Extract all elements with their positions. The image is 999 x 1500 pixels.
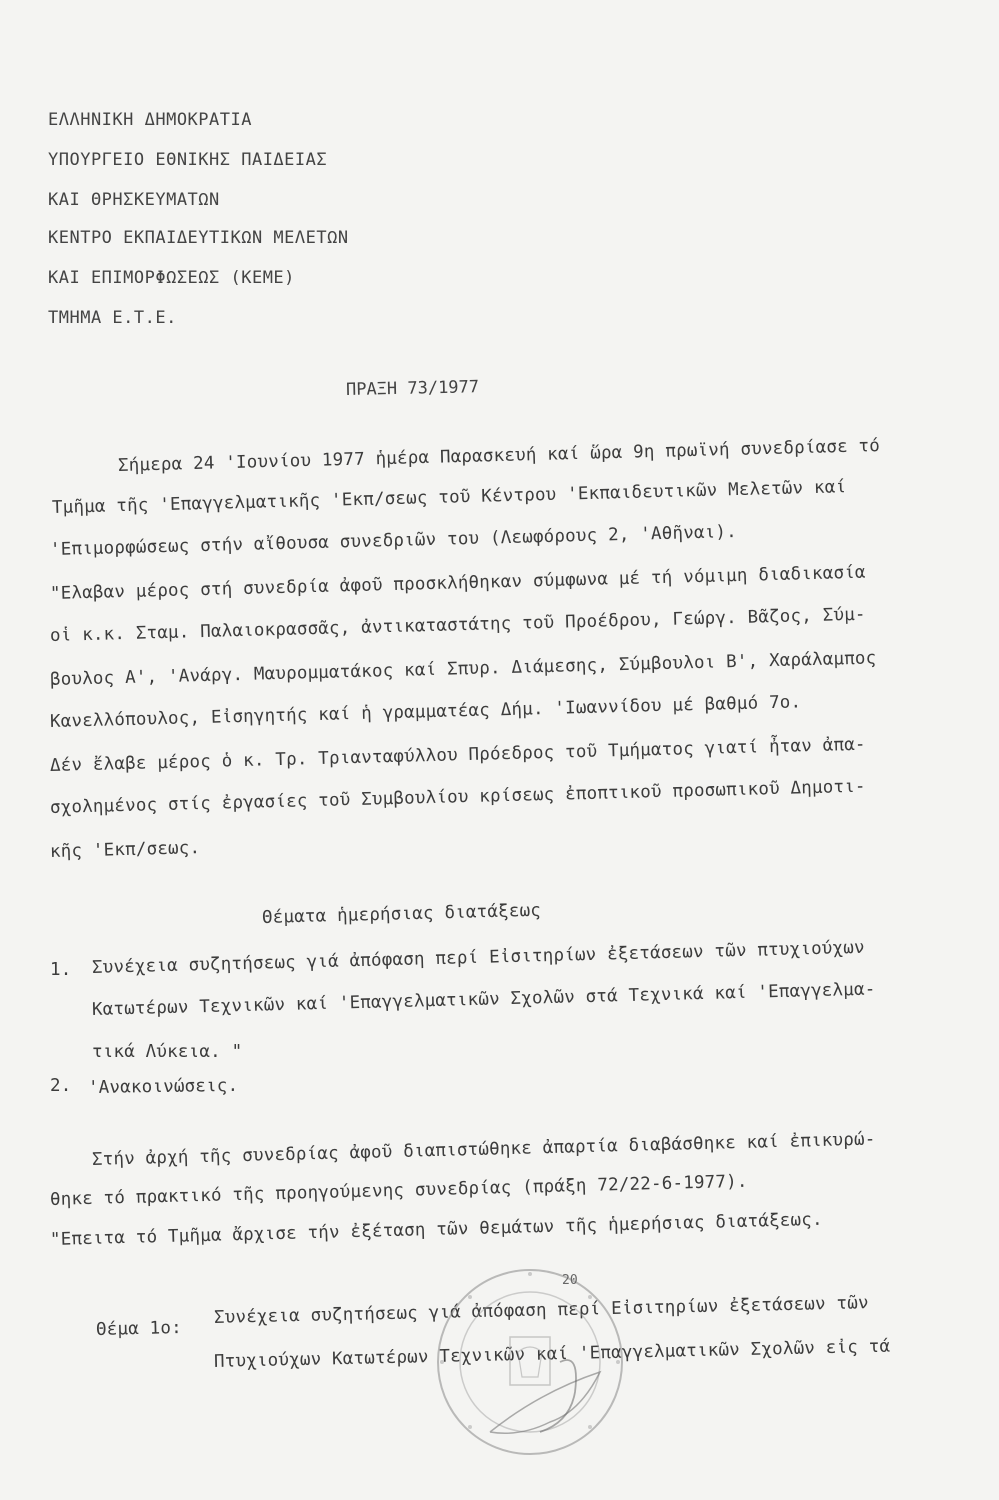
body-line: "Επειτα τό Τμῆμα ἄρχισε τήν ἐξέταση τῶν θεμάτων τῆς ἡμερήσιας διατάξεως. <box>49 1209 823 1250</box>
header-line: ΚΑΙ ΕΠΙΜΟΡΦΩΣΕΩΣ (ΚΕΜΕ) <box>48 268 295 288</box>
document-title: ΠΡΑΞΗ 73/1977 <box>345 377 480 400</box>
agenda-title: Θέματα ἡμερήσιας διατάξεως <box>261 900 542 928</box>
body-line: κῆς 'Εκπ/σεως. <box>49 838 201 862</box>
header-line: ΕΛΛΗΝΙΚΗ ΔΗΜΟΚΡΑΤΙΑ <box>48 110 252 130</box>
agenda-item-line: 'Ανακοινώσεις. <box>87 1075 239 1098</box>
body-line: Σήμερα 24 'Ιουνίου 1977 ἡμέρα Παρασκευή καί ὥρα 9η πρωϊνή συνεδρίασε τό <box>117 436 881 476</box>
header-line: ΥΠΟΥΡΓΕΙΟ ΕΘΝΙΚΗΣ ΠΑΙΔΕΙΑΣ <box>48 150 328 170</box>
official-seal-icon <box>430 1262 630 1462</box>
topic-line: Πτυχιούχων Κατωτέρων Τεχνικῶν καί 'Επαγγελματικῶν Σχολῶν εἰς τά <box>213 1336 891 1372</box>
body-line: 'Επιμορφώσεως στήν αἴθουσα συνεδριῶν του (Λεωφόρους 2, 'Αθῆναι). <box>49 522 738 560</box>
body-line: βουλος Α', 'Ανάργ. Μαυρομματάκος καί Σπυρ. Διάμεσης, Σύμβουλοι Β', Χαράλαμπος <box>49 648 877 690</box>
body-line: οἱ κ.κ. Σταμ. Παλαιοκρασσᾶς, ἀντικαταστάτης τοῦ Προέδρου, Γεώργ. Βᾶζος, Σύμ- <box>49 604 866 646</box>
body-line: Στήν ἀρχή τῆς συνεδρίας ἀφοῦ διαπιστώθηκε ἀπαρτία διαβάσθηκε καί ἐπικυρώ- <box>91 1129 876 1170</box>
header-line: ΚΕΝΤΡΟ ΕΚΠΑΙΔΕΥΤΙΚΩΝ ΜΕΛΕΤΩΝ <box>48 228 349 248</box>
agenda-item-line: Συνέχεια συζητήσεως γιά ἀπόφαση περί Εἰσιτηρίων ἐξετάσεων τῶν πτυχιούχων <box>91 937 865 978</box>
body-line: Δέν ἔλαβε μέρος ὁ κ. Τρ. Τριανταφύλλου Πρόεδρος τοῦ Τμήματος γιατί ἦταν ἀπα- <box>49 734 866 776</box>
body-line: Τμῆμα τῆς 'Επαγγελματικῆς 'Εκπ/σεως τοῦ Κέντρου 'Εκπαιδευτικῶν Μελετῶν καί <box>51 477 847 518</box>
topic-line: Συνέχεια συζητήσεως γιά ἀπόφαση περί Εἰσιτηρίων ἐξετάσεων τῶν <box>213 1293 869 1328</box>
agenda-item-line: Κατωτέρων Τεχνικῶν καί 'Επαγγελματικῶν Σχολῶν στά Τεχνικά καί 'Επαγγελμα- <box>91 979 876 1020</box>
agenda-item-number: 1. <box>50 960 72 980</box>
seal-number: 20 <box>562 1273 578 1288</box>
agenda-item-number: 2. <box>50 1076 72 1096</box>
header-line: ΤΜΗΜΑ Ε.Τ.Ε. <box>48 308 177 328</box>
body-line: Κανελλόπουλος, Εἰσηγητής καί ἡ γραμματέας Δήμ. 'Ιωαννίδου μέ βαθμό 7ο. <box>49 692 802 732</box>
header-line: ΚΑΙ ΘΡΗΣΚΕΥΜΑΤΩΝ <box>48 190 220 210</box>
body-line: θηκε τό πρακτικό τῆς προηγούμενης συνεδρίας (πράξη 72/22-6-1977). <box>49 1171 748 1210</box>
agenda-item-line: τικά Λύκεια. " <box>92 1042 243 1062</box>
body-line: "Ελαβαν μέρος στή συνεδρία ἀφοῦ προσκλήθηκαν σύμφωνα μέ τή νόμιμη διαδικασία <box>49 562 866 604</box>
body-line: σχολημένος στίς ἐργασίες τοῦ Συμβουλίου κρίσεως ἐποπτικοῦ προσωπικοῦ Δημοτι- <box>49 776 866 818</box>
topic-label: Θέμα 1ο: <box>95 1318 183 1340</box>
